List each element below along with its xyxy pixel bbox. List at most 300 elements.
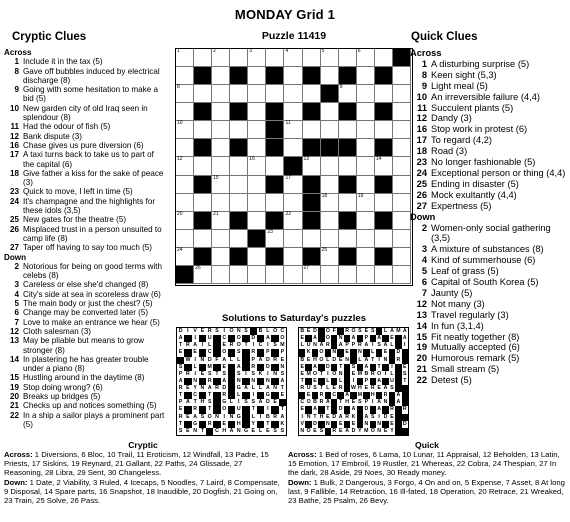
solution-letter: I — [250, 342, 257, 349]
solution-letter: D — [207, 356, 212, 363]
solution-letter: R — [325, 342, 330, 349]
clue-item[interactable] — [410, 146, 566, 157]
grid-cell[interactable] — [357, 157, 375, 175]
grid-cell[interactable] — [248, 248, 266, 266]
grid-cell[interactable] — [212, 121, 230, 139]
grid-cell[interactable] — [194, 85, 212, 103]
solution-letter: U — [390, 377, 394, 384]
grid-cell[interactable] — [176, 121, 194, 139]
clue-item[interactable] — [4, 197, 166, 216]
grid-cell[interactable] — [321, 176, 339, 194]
solution-letter: S — [251, 399, 256, 406]
solution-letter: I — [192, 357, 199, 364]
grid-cell[interactable] — [303, 230, 321, 248]
crossword-grid[interactable] — [175, 48, 413, 286]
grid-cell[interactable] — [393, 248, 411, 266]
grid-cell[interactable] — [248, 176, 266, 194]
solution-letter: R — [186, 342, 190, 349]
clue-item[interactable] — [410, 59, 566, 70]
grid-cell[interactable] — [284, 212, 302, 230]
grid-cell[interactable] — [393, 176, 411, 194]
grid-cell[interactable] — [375, 157, 393, 175]
grid-cell[interactable] — [303, 121, 321, 139]
solution-letter: E — [383, 349, 388, 356]
clue-item[interactable] — [410, 342, 566, 353]
grid-cell[interactable] — [212, 67, 230, 85]
grid-cell[interactable] — [303, 157, 321, 175]
grid-cell[interactable] — [284, 67, 302, 85]
clue-item[interactable] — [4, 132, 166, 141]
grid-cell[interactable] — [321, 103, 339, 121]
clue-item[interactable] — [4, 122, 166, 131]
solution-letter: D — [325, 363, 330, 370]
solution-letter: R — [332, 427, 337, 434]
cryptic-clues-list — [4, 48, 166, 429]
solution-letter: H — [370, 392, 375, 399]
solution-letter: R — [345, 413, 349, 420]
solution-letter: L — [326, 356, 330, 363]
grid-cell[interactable] — [321, 49, 339, 67]
grid-cell[interactable] — [321, 230, 339, 248]
grid-block — [230, 212, 248, 230]
clue-item[interactable] — [410, 299, 566, 310]
solution-letter: O — [370, 427, 375, 434]
grid-cell[interactable] — [176, 49, 194, 67]
clue-text: Chase gives us pure diversion (6) — [23, 140, 144, 150]
clue-item[interactable] — [410, 70, 566, 81]
grid-cell[interactable] — [212, 248, 230, 266]
grid-cell[interactable] — [248, 157, 266, 175]
grid-cell[interactable] — [176, 176, 194, 194]
cryptic-down-list — [4, 262, 166, 429]
solution-letter: A — [402, 335, 407, 342]
clue-item[interactable] — [4, 85, 166, 104]
grid-cell[interactable] — [321, 121, 339, 139]
solution-letter: E — [383, 427, 388, 434]
clue-item[interactable] — [410, 244, 566, 255]
clue-item[interactable] — [4, 299, 166, 308]
clue-text: May be pliable but means to grow stronger (8) — [23, 336, 145, 355]
grid-cell[interactable] — [230, 85, 248, 103]
grid-cell[interactable] — [212, 212, 230, 230]
solution-letter: E — [178, 349, 183, 356]
grid-cell[interactable] — [357, 67, 375, 85]
grid-cell[interactable] — [357, 49, 375, 67]
solution-letter: A — [178, 335, 183, 342]
clue-item[interactable] — [4, 318, 166, 327]
grid-cell[interactable] — [357, 194, 375, 212]
grid-cell[interactable] — [212, 194, 230, 212]
grid-cell[interactable] — [375, 49, 393, 67]
grid-cell[interactable] — [266, 157, 284, 175]
solution-letter: A — [364, 363, 369, 370]
grid-cell[interactable] — [248, 266, 266, 284]
clue-item[interactable] — [4, 141, 166, 150]
grid-cell[interactable] — [266, 230, 284, 248]
grid-cell[interactable] — [303, 85, 321, 103]
grid-cell[interactable] — [248, 194, 266, 212]
grid-cell[interactable] — [393, 85, 411, 103]
solution-block — [242, 392, 249, 399]
clue-item[interactable] — [410, 277, 566, 288]
grid-cell[interactable] — [357, 212, 375, 230]
grid-cell[interactable] — [393, 194, 411, 212]
solution-letter: P — [345, 342, 349, 349]
grid-cell[interactable] — [357, 121, 375, 139]
grid-cell[interactable] — [357, 230, 375, 248]
solution-letter: L — [235, 392, 242, 399]
clue-number: 8 — [14, 66, 19, 76]
grid-cell[interactable] — [212, 103, 230, 121]
grid-cell[interactable] — [284, 266, 302, 284]
grid-cell[interactable] — [176, 194, 194, 212]
clue-item[interactable] — [410, 310, 566, 321]
grid-cell[interactable] — [284, 176, 302, 194]
grid-cell[interactable] — [194, 49, 212, 67]
solution-letter: S — [178, 427, 183, 434]
clue-number: 14 — [416, 320, 427, 331]
grid-cell[interactable] — [194, 266, 212, 284]
solution-letter: R — [396, 356, 401, 363]
grid-cell[interactable] — [284, 230, 302, 248]
grid-cell[interactable] — [393, 67, 411, 85]
clue-number: 20 — [416, 353, 427, 364]
grid-cell[interactable] — [339, 266, 357, 284]
grid-cell[interactable] — [266, 266, 284, 284]
clue-item[interactable] — [4, 327, 166, 336]
solution-letter: S — [273, 427, 277, 434]
grid-cell[interactable] — [339, 49, 357, 67]
grid-cell[interactable] — [393, 212, 411, 230]
grid-cell[interactable] — [230, 157, 248, 175]
grid-cell[interactable] — [393, 157, 411, 175]
grid-cell[interactable] — [212, 139, 230, 157]
clue-item[interactable] — [410, 288, 566, 299]
grid-cell[interactable] — [321, 157, 339, 175]
grid-cell[interactable] — [284, 139, 302, 157]
solution-block — [184, 349, 191, 356]
clue-item[interactable] — [410, 266, 566, 277]
clue-item[interactable] — [410, 81, 566, 92]
grid-cell[interactable] — [230, 266, 248, 284]
grid-cell[interactable] — [248, 67, 266, 85]
grid-cell[interactable] — [248, 212, 266, 230]
solution-letter: E — [200, 328, 205, 334]
solution-letter: N — [200, 356, 205, 363]
clue-number: 4 — [421, 255, 427, 266]
grid-cell[interactable] — [339, 157, 357, 175]
grid-block — [230, 248, 248, 266]
solution-block — [228, 349, 235, 356]
clue-text: A disturbing surprise (5) — [431, 58, 530, 69]
grid-cell[interactable] — [375, 121, 393, 139]
grid-cell[interactable] — [194, 230, 212, 248]
grid-block — [303, 139, 321, 157]
solution-letter: N — [358, 349, 362, 356]
grid-cell[interactable] — [321, 67, 339, 85]
grid-block — [194, 176, 212, 194]
grid-cell[interactable] — [176, 67, 194, 85]
grid-cell[interactable] — [393, 103, 411, 121]
solution-letter: O — [273, 328, 278, 334]
clue-number: 11 — [417, 102, 427, 113]
grid-cell[interactable] — [357, 103, 375, 121]
clue-item[interactable] — [4, 57, 166, 66]
solution-letter: E — [280, 356, 285, 363]
clue-item[interactable] — [410, 353, 566, 364]
solution-letter: A — [244, 385, 248, 392]
solution-letter: N — [377, 420, 382, 427]
grid-cell[interactable] — [339, 121, 357, 139]
solution-letter: S — [358, 328, 362, 334]
clue-item[interactable] — [4, 215, 166, 224]
grid-cell[interactable] — [393, 121, 411, 139]
solution-letter: R — [300, 385, 305, 392]
solutions-title: Solutions to Saturday's puzzles — [221, 313, 367, 324]
clue-item[interactable] — [410, 124, 566, 135]
grid-cell[interactable] — [212, 266, 230, 284]
grid-cell[interactable] — [393, 139, 411, 157]
grid-cell[interactable] — [194, 194, 212, 212]
grid-block — [230, 67, 248, 85]
solution-block — [228, 392, 235, 399]
grid-cell[interactable] — [339, 230, 357, 248]
clue-item[interactable] — [4, 169, 166, 188]
grid-cell[interactable] — [212, 230, 230, 248]
solution-letter: I — [192, 335, 199, 342]
solution-letter: Y — [358, 427, 362, 434]
solution-letter: B — [300, 356, 305, 363]
grid-cell[interactable] — [357, 85, 375, 103]
grid-block — [303, 248, 321, 266]
solution-letter: E — [403, 363, 407, 370]
grid-cell[interactable] — [375, 230, 393, 248]
clue-item[interactable] — [4, 262, 166, 281]
grid-cell[interactable] — [357, 248, 375, 266]
clue-item[interactable] — [4, 373, 166, 382]
grid-cell[interactable] — [194, 157, 212, 175]
grid-cell[interactable] — [266, 85, 284, 103]
clue-item[interactable] — [410, 168, 566, 179]
clue-item[interactable] — [410, 223, 566, 245]
solution-letter: P — [178, 399, 183, 406]
grid-cell[interactable] — [248, 121, 266, 139]
grid-cell[interactable] — [230, 49, 248, 67]
clue-item[interactable] — [4, 308, 166, 317]
solution-letter: A — [280, 413, 285, 420]
quick-answers — [288, 440, 566, 505]
solution-letter: P — [280, 349, 285, 356]
grid-cell[interactable] — [375, 266, 393, 284]
grid-cell[interactable] — [321, 212, 339, 230]
grid-cell[interactable] — [357, 139, 375, 157]
solution-letter: I — [242, 371, 249, 378]
clue-item[interactable] — [4, 411, 166, 430]
clue-item[interactable] — [410, 135, 566, 146]
grid-cell[interactable] — [194, 121, 212, 139]
solution-block — [213, 421, 220, 428]
grid-cell[interactable] — [230, 176, 248, 194]
clue-item[interactable] — [4, 290, 166, 299]
solution-letter: N — [377, 427, 382, 434]
grid-cell[interactable] — [176, 103, 194, 121]
solution-letter: G — [236, 413, 241, 420]
solution-block — [242, 378, 249, 385]
cell-number: 19 — [357, 192, 364, 199]
solution-letter: M — [396, 328, 401, 334]
grid-cell[interactable] — [212, 85, 230, 103]
clue-item[interactable] — [4, 225, 166, 244]
grid-cell[interactable] — [212, 49, 230, 67]
clue-number: 14 — [9, 354, 19, 364]
clue-number: 3 — [421, 244, 427, 255]
grid-cell[interactable] — [321, 194, 339, 212]
grid-cell[interactable] — [303, 49, 321, 67]
clue-item[interactable] — [4, 383, 166, 392]
solution-letter: E — [222, 363, 226, 370]
grid-cell[interactable] — [339, 85, 357, 103]
clue-item[interactable] — [410, 255, 566, 266]
clue-text: Dandy (3) — [431, 113, 472, 124]
solution-letter: D — [178, 328, 183, 334]
clue-item[interactable] — [4, 355, 166, 374]
grid-cell[interactable] — [375, 85, 393, 103]
solution-letter: T — [264, 421, 271, 428]
grid-block — [339, 139, 357, 157]
solution-letter: N — [332, 349, 337, 356]
solution-block — [184, 406, 191, 413]
solution-letter: E — [306, 392, 311, 399]
clue-item[interactable] — [410, 201, 566, 212]
clue-number: 24 — [9, 196, 19, 206]
clue-text: Kind of summerhouse (6) — [431, 255, 536, 266]
grid-cell[interactable] — [248, 139, 266, 157]
clue-item[interactable] — [410, 103, 566, 114]
grid-cell[interactable] — [176, 85, 194, 103]
clue-item[interactable] — [410, 375, 566, 386]
clue-item[interactable] — [410, 321, 566, 332]
grid-cell[interactable] — [266, 194, 284, 212]
clue-item[interactable] — [410, 92, 566, 103]
solution-letter: M — [357, 370, 363, 377]
solution-letter: E — [306, 356, 311, 363]
grid-cell[interactable] — [230, 230, 248, 248]
solution-letter: C — [215, 427, 219, 434]
solution-block — [402, 385, 408, 392]
clue-item[interactable] — [410, 190, 566, 201]
grid-cell[interactable] — [212, 157, 230, 175]
clue-item[interactable] — [4, 243, 166, 252]
solution-block — [199, 335, 206, 342]
grid-cell[interactable] — [393, 266, 411, 284]
grid-cell[interactable] — [176, 139, 194, 157]
solution-block — [199, 349, 206, 356]
grid-cell[interactable] — [212, 176, 230, 194]
solution-letter: S — [377, 342, 381, 349]
clue-text: In plastering he has greater trouble under a piano (8) — [23, 354, 149, 374]
clue-text: New gates for the theatre (5) — [23, 215, 127, 225]
grid-cell[interactable] — [303, 266, 321, 284]
solution-block — [184, 378, 191, 385]
grid-cell[interactable] — [176, 230, 194, 248]
grid-cell[interactable] — [266, 49, 284, 67]
solution-letter: O — [325, 335, 330, 342]
grid-cell[interactable] — [357, 266, 375, 284]
clue-item[interactable] — [4, 150, 166, 169]
grid-cell[interactable] — [230, 194, 248, 212]
solution-letter: A — [402, 328, 407, 334]
clue-item[interactable] — [4, 104, 166, 123]
solution-letter: A — [396, 399, 401, 406]
solution-letter: E — [364, 328, 369, 334]
clue-item[interactable] — [4, 280, 166, 289]
grid-cell[interactable] — [284, 248, 302, 266]
solution-letter: S — [403, 370, 407, 377]
clue-item[interactable] — [4, 67, 166, 86]
grid-cell[interactable] — [375, 194, 393, 212]
solution-letter: P — [364, 377, 369, 384]
clue-item[interactable] — [410, 364, 566, 375]
clue-number: 13 — [9, 336, 19, 346]
grid-cell[interactable] — [284, 85, 302, 103]
grid-cell[interactable] — [339, 194, 357, 212]
solution-letter: E — [200, 370, 205, 377]
grid-cell[interactable] — [321, 248, 339, 266]
cell-number: 5 — [321, 48, 325, 54]
page-title: MONDAY Grid 1 — [234, 7, 336, 22]
solution-letter: R — [319, 399, 324, 406]
solution-letter: S — [200, 413, 205, 420]
solution-letter: T — [326, 406, 330, 413]
grid-cell[interactable] — [321, 266, 339, 284]
solution-block — [257, 392, 264, 399]
grid-cell[interactable] — [284, 103, 302, 121]
grid-cell[interactable] — [284, 121, 302, 139]
clue-item[interactable] — [410, 157, 566, 168]
clue-item[interactable] — [410, 113, 566, 124]
grid-cell[interactable] — [176, 248, 194, 266]
clue-text: Stop work in protest (6) — [431, 124, 528, 135]
clue-item[interactable] — [4, 187, 166, 196]
clue-number: 13 — [416, 309, 427, 320]
grid-cell[interactable] — [230, 121, 248, 139]
solution-block — [242, 335, 249, 342]
grid-cell[interactable] — [248, 49, 266, 67]
grid-cell[interactable] — [393, 230, 411, 248]
clue-text: Cloth salesman (3) — [23, 326, 91, 336]
grid-cell[interactable] — [248, 103, 266, 121]
clue-item[interactable] — [410, 179, 566, 190]
clue-item[interactable] — [4, 336, 166, 355]
clue-text: A taxi turns back to take us to part of the capital (6) — [23, 150, 154, 169]
grid-cell[interactable] — [176, 212, 194, 230]
clue-text: Going with some hesitation to make a bid (5) — [23, 85, 158, 104]
grid-cell[interactable] — [176, 157, 194, 175]
grid-cell[interactable] — [357, 176, 375, 194]
clue-item[interactable] — [4, 401, 166, 410]
clue-text: Keen sight (5,3) — [431, 69, 497, 80]
grid-cell[interactable] — [284, 194, 302, 212]
clue-item[interactable] — [410, 332, 566, 343]
clue-item[interactable] — [4, 392, 166, 401]
grid-cell[interactable] — [248, 85, 266, 103]
solution-letter: S — [358, 399, 362, 406]
solution-letter: D — [265, 356, 270, 363]
solution-letter: U — [306, 385, 311, 392]
clue-text: Leaf of grass (5) — [431, 266, 499, 277]
solution-letter: L — [326, 377, 330, 384]
grid-cell[interactable] — [284, 49, 302, 67]
